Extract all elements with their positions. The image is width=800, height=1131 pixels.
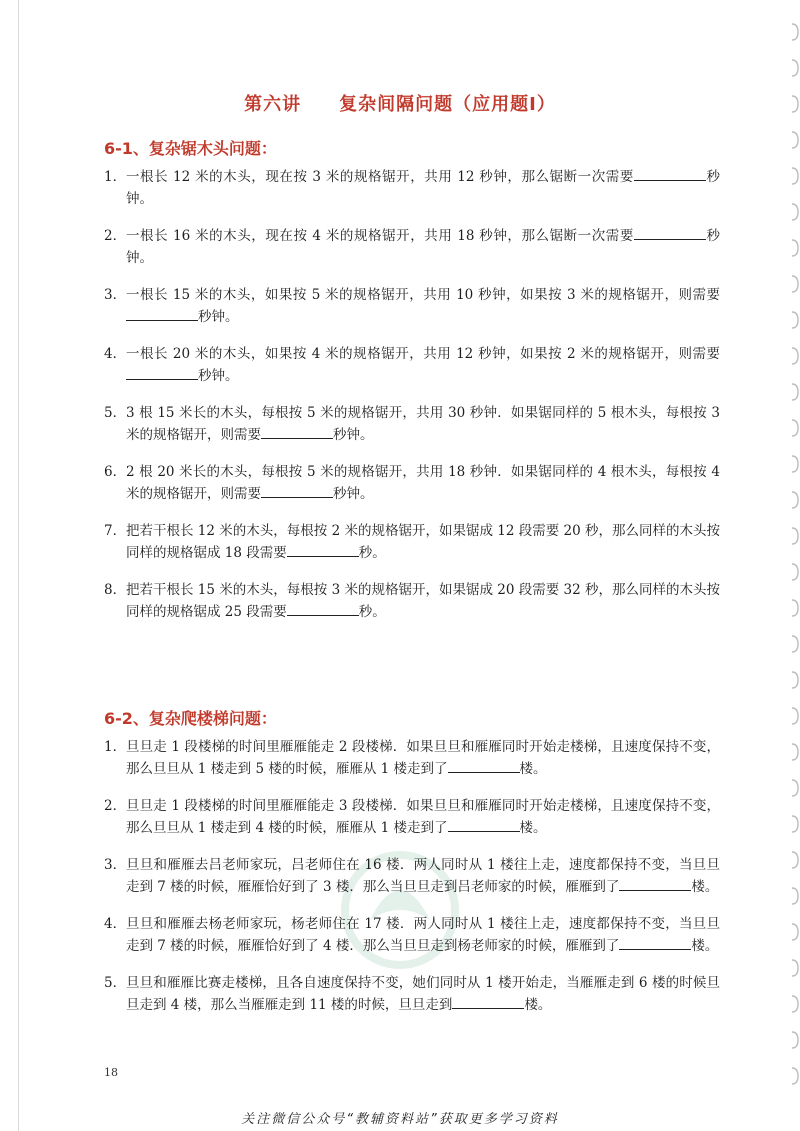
question-item [104, 461, 720, 505]
question-unit: 秒钟。 [126, 169, 720, 207]
question-item [104, 343, 720, 387]
question-text: 一根长 20 米的木头，如果按 4 米的规格锯开，共用 12 秒钟，如果按 2 米的规格锯开，则需要 [126, 346, 720, 362]
page-edge [18, 0, 19, 1131]
question-text: 3 根 15 米长的木头，每根按 5 米的规格锯开，共用 30 秒钟．如果锯同样的 5 根木头，每根按 3 米的规格锯开，则需要 [126, 405, 720, 443]
footer-note: 关注微信公众号“教辅资料站”获取更多学习资料 [241, 1112, 559, 1127]
question-item [104, 854, 720, 898]
page-number: 18 [104, 1066, 118, 1079]
spiral-binding [776, 0, 800, 1131]
question-text: 旦旦走 1 段楼梯的时间里雁雁能走 2 段楼梯．如果旦旦和雁雁同时开始走楼梯，且速度保持不变，那么旦旦从 1 楼走到 5 楼的时候，雁雁从 1 楼走到了 [126, 739, 720, 777]
page-title: 第六讲 复杂间隔问题（应用题Ⅰ） [244, 94, 556, 115]
question-number: 5． [104, 975, 127, 991]
section-heading-sawing: 6-1、复杂锯木头问题： [104, 139, 277, 158]
question-number: 2． [104, 228, 127, 244]
answer-blank[interactable] [448, 817, 520, 832]
answer-blank[interactable] [619, 876, 691, 891]
answer-blank[interactable] [126, 365, 198, 380]
question-text: 把若干根长 12 米的木头，每根按 2 米的规格锯开，如果锯成 12 段需要 20 秒，那么同样的木头按同样的规格锯成 18 段需要 [126, 523, 720, 561]
answer-blank[interactable] [448, 758, 520, 773]
question-unit: 楼。 [691, 938, 719, 954]
question-text: 一根长 15 米的木头，如果按 5 米的规格锯开，共用 10 秒钟，如果按 3 米的规格锯开，则需要 [126, 287, 720, 303]
question-number: 1． [104, 739, 127, 755]
question-item [104, 520, 720, 564]
question-number: 1． [104, 169, 127, 185]
question-unit: 秒。 [358, 545, 386, 561]
question-item [104, 579, 720, 623]
question-item [104, 795, 720, 839]
question-unit: 楼。 [519, 761, 547, 777]
question-number: 2． [104, 798, 127, 814]
question-item [104, 284, 720, 328]
question-number: 8． [104, 582, 127, 598]
answer-blank[interactable] [452, 994, 524, 1009]
section-heading-stairs: 6-2、复杂爬楼梯问题： [104, 709, 277, 728]
question-number: 6． [104, 464, 127, 480]
answer-blank[interactable] [261, 424, 333, 439]
question-unit: 秒钟。 [333, 486, 374, 502]
question-number: 4． [104, 916, 127, 932]
question-unit: 楼。 [519, 820, 547, 836]
question-text: 旦旦和雁雁去杨老师家玩，杨老师住在 17 楼．两人同时从 1 楼往上走，速度都保持不变，当旦旦走到 7 楼的时候，雁雁恰好到了 4 楼．那么当旦旦走到杨老师家的时候，雁雁到了 [126, 916, 720, 954]
sawing-question-list [104, 166, 720, 638]
question-item [104, 736, 720, 780]
question-text: 2 根 20 米长的木头，每根按 5 米的规格锯开，共用 18 秒钟．如果锯同样的 4 根木头，每根按 4 米的规格锯开，则需要 [126, 464, 720, 502]
question-text: 一根长 16 米的木头，现在按 4 米的规格锯开，共用 18 秒钟，那么锯断一次需要 [126, 228, 634, 244]
question-unit: 秒。 [358, 604, 386, 620]
answer-blank[interactable] [634, 166, 706, 181]
question-unit: 楼。 [691, 879, 719, 895]
question-item [104, 972, 720, 1016]
stairs-question-list [104, 736, 720, 1031]
question-unit: 秒钟。 [126, 228, 720, 266]
answer-blank[interactable] [287, 542, 359, 557]
question-text: 把若干根长 15 米的木头，每根按 3 米的规格锯开，如果锯成 20 段需要 32 秒，那么同样的木头按同样的规格锯成 25 段需要 [126, 582, 720, 620]
answer-blank[interactable] [126, 306, 198, 321]
question-unit: 秒钟。 [333, 427, 374, 443]
question-item [104, 225, 720, 269]
answer-blank[interactable] [261, 483, 333, 498]
question-item [104, 402, 720, 446]
question-number: 3． [104, 857, 127, 873]
question-item [104, 166, 720, 210]
answer-blank[interactable] [634, 225, 706, 240]
question-number: 3． [104, 287, 127, 303]
question-number: 5． [104, 405, 127, 421]
question-item [104, 913, 720, 957]
question-unit: 秒钟。 [198, 309, 239, 325]
answer-blank[interactable] [619, 935, 691, 950]
question-text: 旦旦和雁雁比赛走楼梯，且各自速度保持不变，她们同时从 1 楼开始走，当雁雁走到 6 楼的时候旦旦走到 4 楼，那么当雁雁走到 11 楼的时候，旦旦走到 [126, 975, 720, 1013]
question-text: 一根长 12 米的木头，现在按 3 米的规格锯开，共用 12 秒钟，那么锯断一次需要 [126, 169, 634, 185]
question-text: 旦旦走 1 段楼梯的时间里雁雁能走 3 段楼梯．如果旦旦和雁雁同时开始走楼梯，且速度保持不变，那么旦旦从 1 楼走到 4 楼的时候，雁雁从 1 楼走到了 [126, 798, 720, 836]
question-unit: 秒钟。 [198, 368, 239, 384]
question-number: 4． [104, 346, 127, 362]
question-text: 旦旦和雁雁去吕老师家玩，吕老师住在 16 楼．两人同时从 1 楼往上走，速度都保持不变，当旦旦走到 7 楼的时候，雁雁恰好到了 3 楼．那么当旦旦走到吕老师家的时候，雁雁到了 [126, 857, 720, 895]
question-number: 7． [104, 523, 127, 539]
question-unit: 楼。 [524, 997, 552, 1013]
answer-blank[interactable] [287, 601, 359, 616]
